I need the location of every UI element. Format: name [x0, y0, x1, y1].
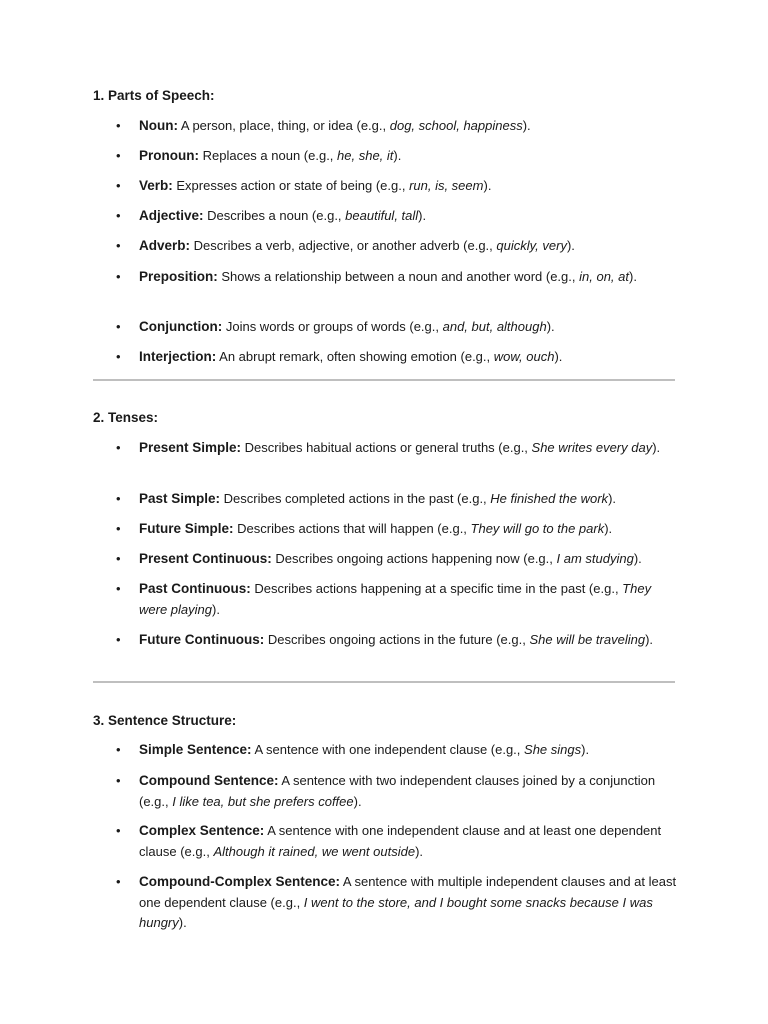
definition: A sentence with one independent clause (e.g., — [251, 742, 525, 757]
definition: Describes completed actions in the past (e.g., — [220, 491, 491, 506]
closing: ). — [608, 491, 617, 506]
section-heading-sentence-structure: 3. Sentence Structure: — [93, 713, 237, 728]
list-item — [139, 630, 677, 651]
definition: Describes ongoing actions happening now (e.g., — [271, 551, 557, 566]
definition: A sentence with one independent clause and at least one dependent clause (e.g., — [139, 823, 662, 859]
list-item — [139, 872, 677, 934]
example: I like tea, but she prefers coffee — [172, 793, 354, 809]
closing: ). — [353, 793, 362, 809]
definition: A sentence with two independent clauses joined by a conjunction (e.g., — [139, 773, 656, 809]
section-heading-parts-of-speech: 1. Parts of Speech: — [93, 88, 215, 103]
term: Interjection: — [139, 349, 217, 364]
definition: Shows a relationship between a noun and another word (e.g., — [217, 269, 580, 284]
example: I went to the store, and I bought some snacks because I was hungry — [139, 894, 653, 930]
example: They will go to the park — [470, 521, 605, 536]
term: Past Continuous: — [139, 581, 251, 596]
closing: ). — [483, 178, 492, 193]
list-item — [139, 489, 677, 510]
term: Past Simple: — [139, 491, 221, 506]
list-item — [139, 579, 677, 620]
list-item — [139, 146, 677, 167]
definition: Joins words or groups of words (e.g., — [222, 319, 443, 334]
example: She writes every day — [531, 440, 653, 455]
list-item — [139, 267, 677, 288]
closing: ). — [178, 915, 187, 930]
example: I am studying — [556, 551, 634, 566]
example: dog, school, happiness — [389, 118, 523, 133]
definition: Describes actions happening at a specific time in the past (e.g., — [250, 581, 623, 596]
closing: ). — [629, 269, 637, 284]
example: in, on, at — [579, 269, 629, 284]
term: Future Continuous: — [139, 632, 265, 647]
list-item — [139, 438, 677, 459]
term: Compound Sentence: — [139, 773, 279, 788]
term: Present Simple: — [139, 440, 242, 455]
example: run, is, seem — [409, 178, 484, 193]
closing: ). — [393, 148, 402, 163]
term: Compound-Complex Sentence: — [139, 874, 341, 889]
list-item — [139, 347, 677, 368]
closing: ). — [645, 632, 654, 647]
closing: ). — [546, 319, 555, 334]
example: he, she, it — [337, 148, 394, 163]
term: Adjective: — [139, 208, 204, 223]
list-item — [139, 740, 677, 761]
closing: ). — [581, 742, 590, 757]
example: She will be traveling — [529, 632, 646, 647]
section-heading-tenses: 2. Tenses: — [93, 410, 159, 425]
term: Present Continuous: — [139, 551, 272, 566]
term: Simple Sentence: — [139, 742, 252, 757]
definition: Describes ongoing actions in the future (e.g., — [264, 632, 530, 647]
definition: Describes a verb, adjective, or another adverb (e.g., — [190, 238, 497, 253]
definition: Replaces a noun (e.g., — [199, 148, 338, 163]
closing: ). — [418, 208, 427, 223]
term: Preposition: — [139, 269, 218, 284]
definition: Describes actions that will happen (e.g., — [233, 521, 471, 536]
section-divider — [93, 681, 675, 683]
definition: A sentence with multiple independent clauses and at least one dependent clause (e.g., — [139, 874, 677, 910]
example: and, but, although — [442, 319, 547, 334]
example: He finished the work — [490, 491, 609, 506]
list-item — [139, 116, 677, 137]
example: beautiful, tall — [345, 208, 419, 223]
list-item — [139, 519, 677, 540]
definition: A person, place, thing, or idea (e.g., — [177, 118, 390, 133]
list-item — [139, 771, 677, 812]
term: Conjunction: — [139, 319, 223, 334]
closing: ). — [554, 349, 563, 364]
example: They were playing — [139, 581, 652, 617]
definition: An abrupt remark, often showing emotion (e.g., — [216, 349, 494, 364]
term: Future Simple: — [139, 521, 234, 536]
list-item — [139, 206, 677, 227]
closing: ). — [415, 843, 424, 859]
section-divider — [93, 379, 675, 381]
list-item — [139, 821, 677, 862]
term: Pronoun: — [139, 148, 199, 163]
closing: ). — [566, 238, 575, 253]
closing: ). — [522, 118, 531, 133]
example: wow, ouch — [493, 349, 555, 364]
term: Noun: — [139, 118, 178, 133]
list-item — [139, 317, 677, 338]
list-item — [139, 549, 677, 570]
example: Although it rained, we went outside — [213, 843, 416, 859]
closing: ). — [212, 601, 220, 617]
list-item — [139, 176, 677, 197]
example: quickly, very — [496, 238, 567, 253]
closing: ). — [652, 440, 661, 455]
definition: Describes a noun (e.g., — [203, 208, 346, 223]
closing: ). — [604, 521, 613, 536]
definition: Describes habitual actions or general truths (e.g., — [241, 440, 532, 455]
list-item — [139, 236, 677, 257]
term: Verb: — [139, 178, 173, 193]
definition: Expresses action or state of being (e.g., — [172, 178, 410, 193]
term: Adverb: — [139, 238, 191, 253]
term: Complex Sentence: — [139, 823, 265, 838]
closing: ). — [633, 551, 642, 566]
example: She sings — [524, 742, 582, 757]
